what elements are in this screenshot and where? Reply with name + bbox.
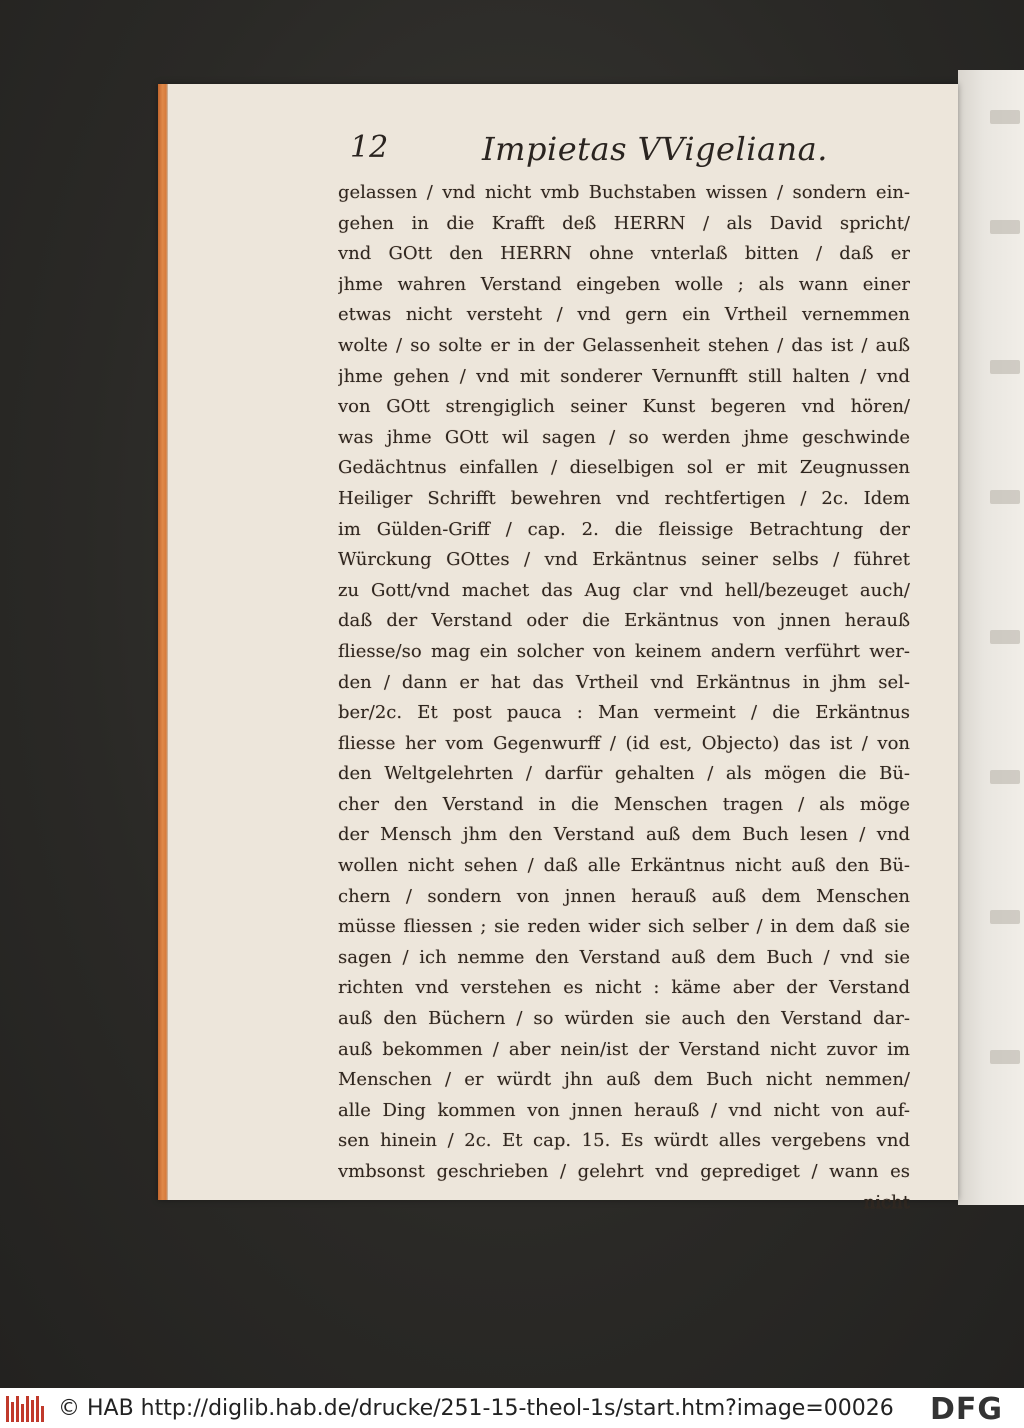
text-line: wolte / so solte er in der Gelassenheit stehen / das ist / auß <box>338 334 910 356</box>
text-line: jhme gehen / vnd mit sonderer Vernunfft still halten / vnd <box>338 365 910 387</box>
text-line: auß bekommen / aber nein/ist der Verstand nicht zuvor im <box>338 1038 910 1060</box>
text-line: auß den Büchern / so würden sie auch den Verstand dar- <box>338 1008 910 1030</box>
ghost-text-mark <box>990 910 1020 924</box>
text-line: ber/2c. Et post pauca : Man vermeint / die Erkäntnus <box>338 702 910 724</box>
viewer-footer <box>0 1388 1024 1428</box>
text-line: der Mensch jhm den Verstand auß dem Buch lesen / vnd <box>338 824 910 846</box>
text-line: cher den Verstand in die Menschen tragen / als möge <box>338 793 910 815</box>
body-text <box>338 178 910 1218</box>
page-edge-red <box>158 84 168 1200</box>
text-line: chern / sondern von jnnen herauß auß dem Menschen <box>338 885 910 907</box>
copyright-link[interactable]: © HAB http://diglib.hab.de/drucke/251-15-theol-1s/start.htm?image=00026 <box>58 1396 894 1421</box>
text-line: sagen / ich nemme den Verstand auß dem Buch / vnd sie <box>338 946 910 968</box>
text-line: daß der Verstand oder die Erkäntnus von jnnen herauß <box>338 610 910 632</box>
text-line: gelassen / vnd nicht vmb Buchstaben wissen / sondern ein- <box>338 182 910 203</box>
ghost-text-mark <box>990 220 1020 234</box>
ghost-text-mark <box>990 1050 1020 1064</box>
text-line: jhme wahren Verstand eingeben wolle ; als wann einer <box>338 273 910 295</box>
text-line: Gedächtnus einfallen / dieselbigen sol er mit Zeugnussen <box>338 457 910 479</box>
book-page <box>158 84 958 1213</box>
text-line: vmbsonst geschrieben / gelehrt vnd geprediget / wann es <box>338 1161 910 1182</box>
text-line: im Gülden-Griff / cap. 2. die fleissige Betrachtung der <box>338 518 910 540</box>
text-line: Menschen / er würdt jhn auß dem Buch nicht nemmen/ <box>338 1069 910 1091</box>
text-line: müsse fliessen ; sie reden wider sich selber / in dem daß sie <box>338 916 910 938</box>
ghost-text-mark <box>990 770 1020 784</box>
text-line: Würckung GOttes / vnd Erkäntnus seiner selbs / führet <box>338 549 910 571</box>
ghost-text-mark <box>990 360 1020 374</box>
catchword: nicht <box>863 1191 910 1213</box>
text-line: alle Ding kommen von jnnen herauß / vnd nicht von auf- <box>338 1099 910 1121</box>
text-line: Heiliger Schrifft bewehren vnd rechtfertigen / 2c. Idem <box>338 487 910 509</box>
text-line: fliesse/so mag ein solcher von keinem andern verführt wer- <box>338 640 910 662</box>
text-line: was jhme GOtt wil sagen / so werden jhme geschwinde <box>338 426 910 448</box>
ghost-text-mark <box>990 110 1020 124</box>
adjacent-page-edge <box>958 70 1024 1205</box>
ghost-text-mark <box>990 490 1020 504</box>
running-title: Impietas VVigeliana. <box>482 130 828 168</box>
text-line: richten vnd verstehen es nicht : käme aber der Verstand <box>338 977 910 999</box>
ghost-text-mark <box>990 630 1020 644</box>
text-line: vnd GOtt den HERRN ohne vnterlaß bitten / daß er <box>338 243 910 265</box>
text-line: den Weltgelehrten / darfür gehalten / als mögen die Bü- <box>338 763 910 785</box>
text-line: gehen in die Krafft deß HERRN / als David spricht/ <box>338 212 910 234</box>
text-line: zu Gott/vnd machet das Aug clar vnd hell/bezeuget auch/ <box>338 579 910 601</box>
page-number: 12 <box>350 130 389 165</box>
text-line: etwas nicht versteht / vnd gern ein Vrtheil vernemmen <box>338 304 910 326</box>
text-line: von GOtt strengiglich seiner Kunst begeren vnd hören/ <box>338 396 910 418</box>
hab-logo-icon <box>6 1394 44 1422</box>
text-line: sen hinein / 2c. Et cap. 15. Es würdt alles vergebens vnd <box>338 1130 910 1152</box>
dfg-logo: DFG <box>930 1392 1004 1427</box>
page-header <box>350 130 910 170</box>
text-line: fliesse her vom Gegenwurff / (id est, Objecto) das ist / von <box>338 732 910 754</box>
text-line: wollen nicht sehen / daß alle Erkäntnus nicht auß den Bü- <box>338 855 910 877</box>
text-line: den / dann er hat das Vrtheil vnd Erkäntnus in jhm sel- <box>338 671 910 693</box>
